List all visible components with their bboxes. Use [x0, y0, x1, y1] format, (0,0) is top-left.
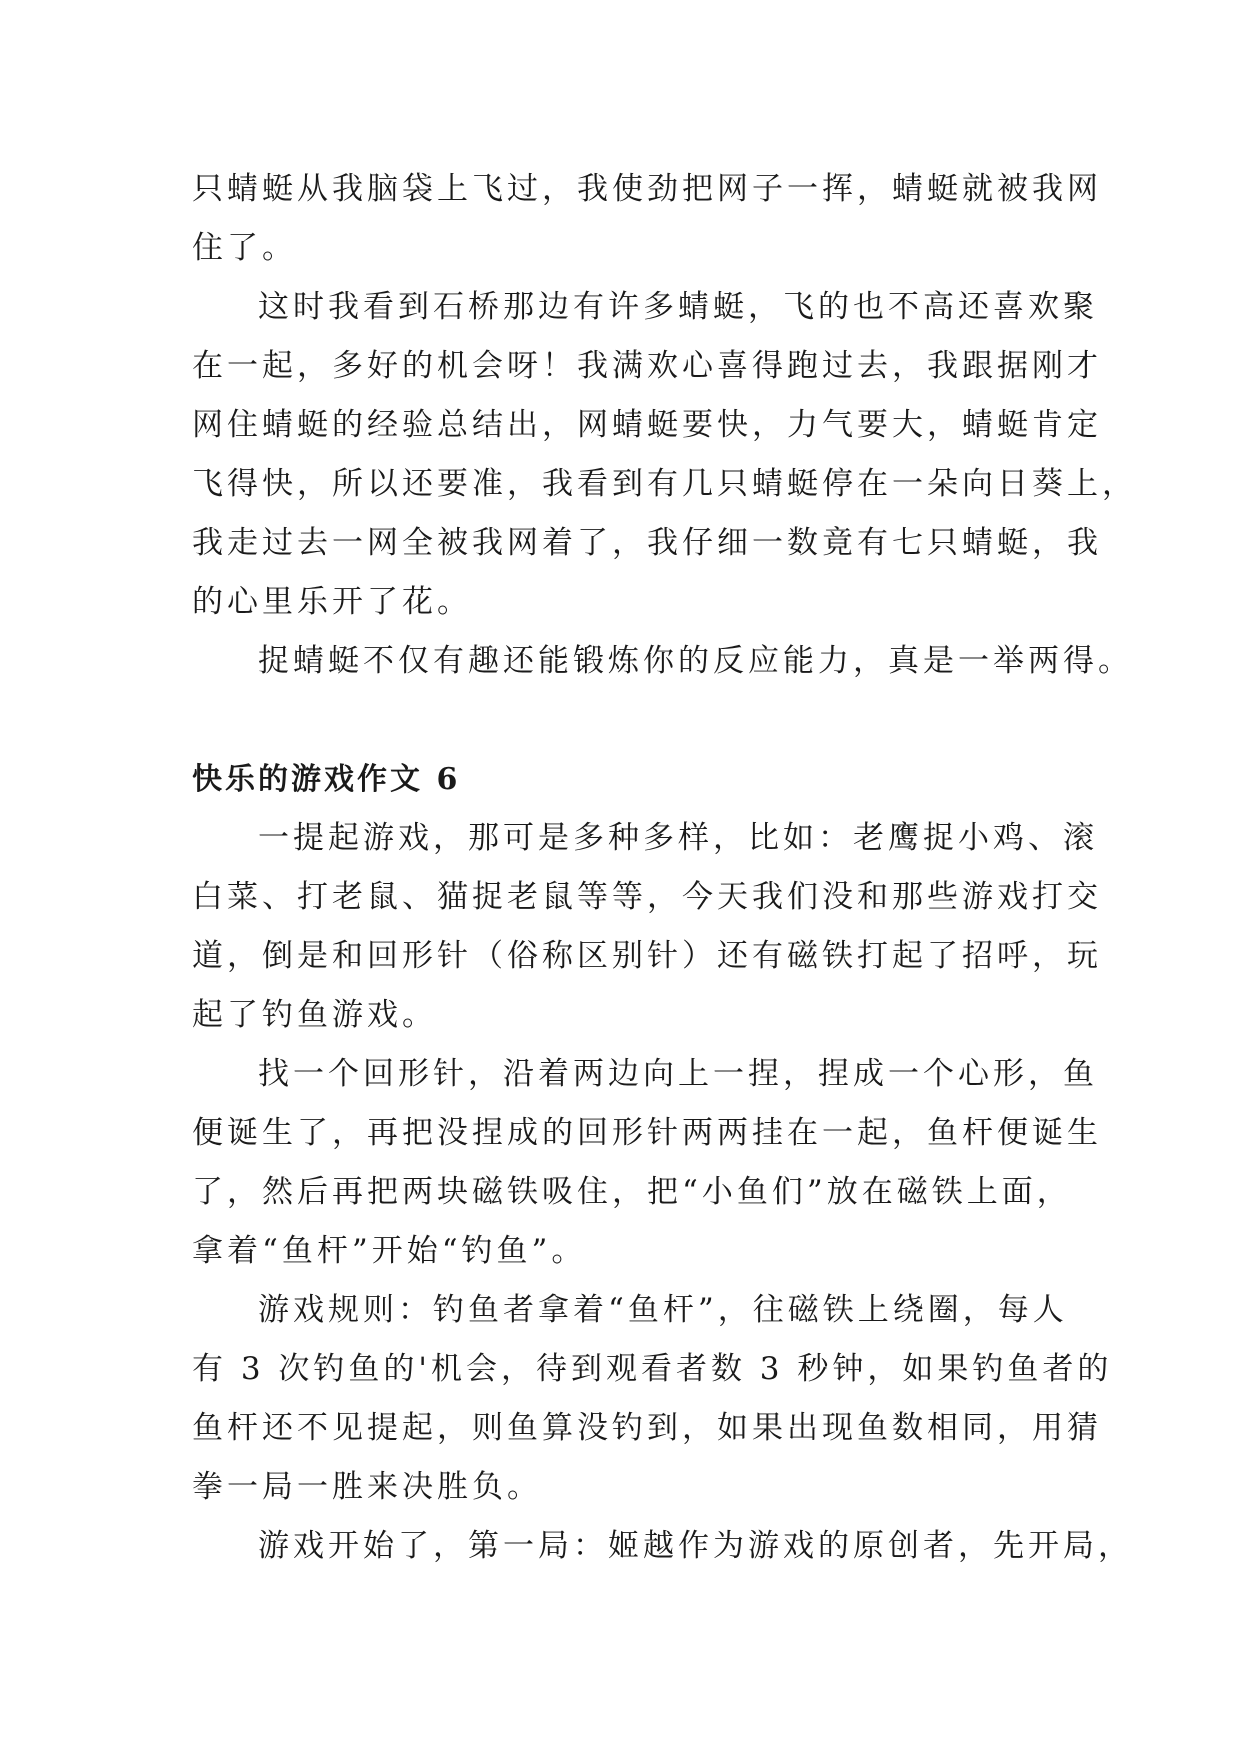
text-line: 一提起游戏，那可是多种多样，比如：老鹰捉小鸡、滚	[258, 820, 1098, 856]
text-line: 有 3 次钓鱼的'机会，待到观看者数 3 秒钟，如果钓鱼者的	[192, 1351, 1113, 1387]
text-line: 鱼杆还不见提起，则鱼算没钓到，如果出现鱼数相同，用猜	[192, 1410, 1102, 1446]
paragraph	[192, 160, 1102, 278]
text-line: 网住蜻蜓的经验总结出，网蜻蜓要快，力气要大，蜻蜓肯定	[192, 407, 1102, 443]
text-line: 游戏规则：钓鱼者拿着“鱼杆”，往磁铁上绕圈，每人	[258, 1292, 1068, 1328]
text-line: 拳一局一胜来决胜负。	[192, 1469, 542, 1505]
text-line: 拿着“鱼杆”开始“钓鱼”。	[192, 1233, 587, 1269]
text-line: 找一个回形针，沿着两边向上一捏，捏成一个心形，鱼	[258, 1056, 1098, 1092]
paragraph	[192, 632, 1133, 691]
text-line: 住了。	[192, 230, 297, 266]
text-line: 我走过去一网全被我网着了，我仔细一数竟有七只蜻蜓，我	[192, 525, 1102, 561]
paragraph	[192, 809, 1102, 1045]
text-line: 在一起，多好的机会呀！我满欢心喜得跑过去，我跟据刚才	[192, 348, 1102, 384]
paragraph	[192, 1517, 1133, 1576]
paragraph-gap	[192, 691, 1062, 750]
text-line: 起了钓鱼游戏。	[192, 997, 437, 1033]
text-line: 道，倒是和回形针（俗称区别针）还有磁铁打起了招呼，玩	[192, 938, 1102, 974]
text-line: 只蜻蜓从我脑袋上飞过，我使劲把网子一挥，蜻蜓就被我网	[192, 171, 1102, 207]
text-line: 白菜、打老鼠、猫捉老鼠等等，今天我们没和那些游戏打交	[192, 879, 1102, 915]
text-line: 捉蜻蜓不仅有趣还能锻炼你的反应能力，真是一举两得。	[258, 643, 1133, 679]
paragraph	[192, 278, 1137, 632]
text-line: 游戏开始了，第一局：姬越作为游戏的原创者，先开局，	[258, 1528, 1133, 1564]
text-line: 飞得快，所以还要准，我看到有几只蜻蜓停在一朵向日葵上，	[192, 466, 1137, 502]
paragraph	[192, 1281, 1113, 1517]
paragraph	[192, 1045, 1102, 1281]
text-line: 的心里乐开了花。	[192, 584, 472, 620]
section-heading: 快乐的游戏作文 6	[192, 762, 461, 797]
document-body	[192, 160, 1137, 1576]
text-line: 了，然后再把两块磁铁吸住，把“小鱼们”放在磁铁上面，	[192, 1174, 1072, 1210]
text-line: 便诞生了，再把没捏成的回形针两两挂在一起，鱼杆便诞生	[192, 1115, 1102, 1151]
text-line: 这时我看到石桥那边有许多蜻蜓，飞的也不高还喜欢聚	[258, 289, 1098, 325]
